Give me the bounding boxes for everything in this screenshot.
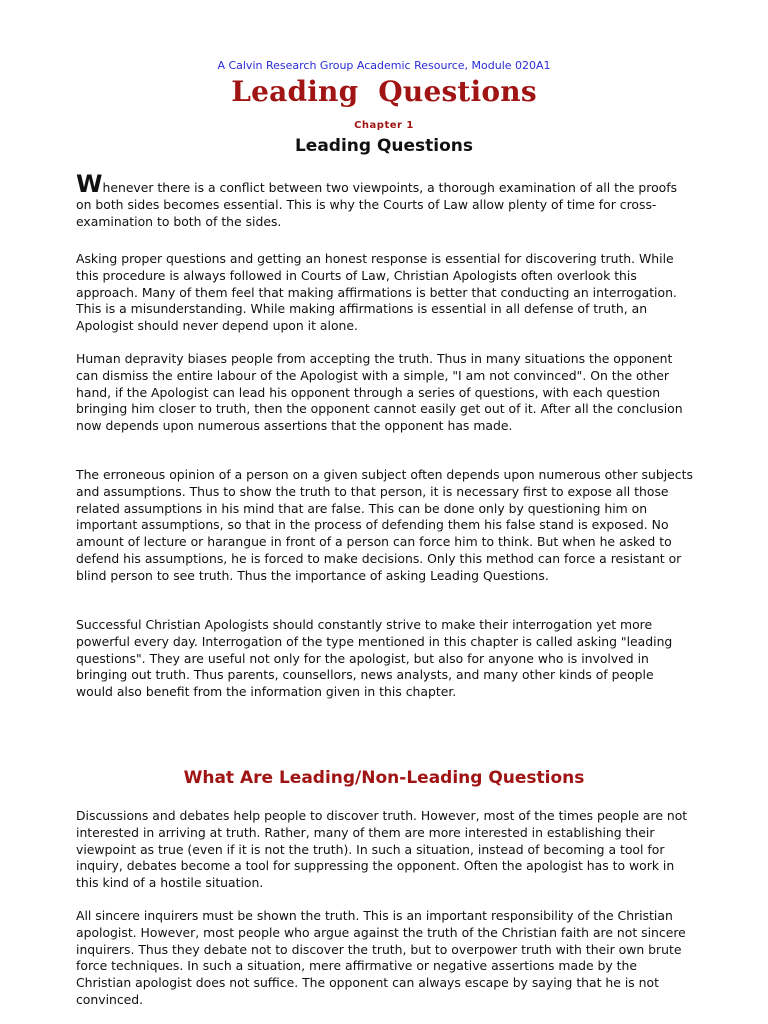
intro-paragraph-1-text: henever there is a conflict between two viewpoints, a thorough examination of all the proofs on both sides becomes essential. This is why the Courts of Law allow plenty of time for cross-examination to both of the sides. bbox=[76, 180, 678, 229]
intro-paragraph-1 bbox=[76, 170, 694, 230]
intro-paragraph-2: Asking proper questions and getting an honest response is essential for discovering truth. While this procedure is always followed in Courts of Law, Christian Apologists often overlook this approach. Many of them feel that making affirmations is better that conducting an interrogation. This is a misunderstanding. While making affirmations is essential in all defense of truth, an Apologist should never depend upon it alone. bbox=[76, 251, 677, 334]
dropcap-letter: W bbox=[76, 170, 103, 198]
chapter-label: Chapter 1 bbox=[354, 120, 414, 131]
intro-paragraph-3: Human depravity biases people from accepting the truth. Thus in many situations the opponent can dismiss the entire labour of the Apologist with a simple, "I am not convinced". On the other hand, if the Apologist can lead his opponent through a series of questions, with each question bringing him closer to truth, then the opponent cannot easily get out of it. After all the conclusion now depends upon numerous assertions that the opponent has made. bbox=[76, 351, 683, 434]
chapter-title: Leading Questions bbox=[294, 136, 474, 156]
main-title: Leading Questions bbox=[231, 75, 537, 108]
intro-paragraph-5: Successful Christian Apologists should constantly strive to make their interrogation yet more powerful every day. Interrogation of the type mentioned in this chapter is called asking "leading questions". They are useful not only for the apologist, but also for anyone who is involved in bringing out truth. Thus parents, counsellors, news analysts, and many other kinds of people would also benefit from the information given in this chapter. bbox=[76, 617, 673, 700]
section-paragraph-2: All sincere inquirers must be shown the truth. This is an important responsibility of the Christian apologist. However, most people who argue against the truth of the Christian faith are not sincere inquirers. Thus they debate not to discover the truth, but to overpower truth with their own brute force techniques. In such a situation, mere affirmative or negative assertions made by the Christian apologist does not suffice. The opponent can always escape by saying that he is not convinced. bbox=[76, 908, 686, 1007]
section-paragraph-1: Discussions and debates help people to discover truth. However, most of the times people are not interested in arriving at truth. Rather, many of them are more interested in establishing their viewpoint as true (even if it is not the truth). In such a situation, instead of becoming a tool for inquiry, debates become a tool for suppressing the opponent. Often the apologist has to work in this kind of a hostile situation. bbox=[76, 808, 688, 891]
intro-paragraph-4: The erroneous opinion of a person on a given subject often depends upon numerous other subjects and assumptions. Thus to show the truth to that person, it is necessary first to expose all those related assumptions in his mind that are false. This can be done only by questioning him on important assumptions, so that in the process of defending them his false stand is exposed. No amount of lecture or harangue in front of a person can force him to think. But when he asked to defend his assumptions, he is forced to make decisions. Only this method can force a resistant or blind person to see truth. Thus the importance of asking Leading Questions. bbox=[76, 467, 693, 583]
section-heading: What Are Leading/Non-Leading Questions bbox=[183, 768, 585, 788]
resource-line: A Calvin Research Group Academic Resource, Module 020A1 bbox=[217, 59, 551, 72]
